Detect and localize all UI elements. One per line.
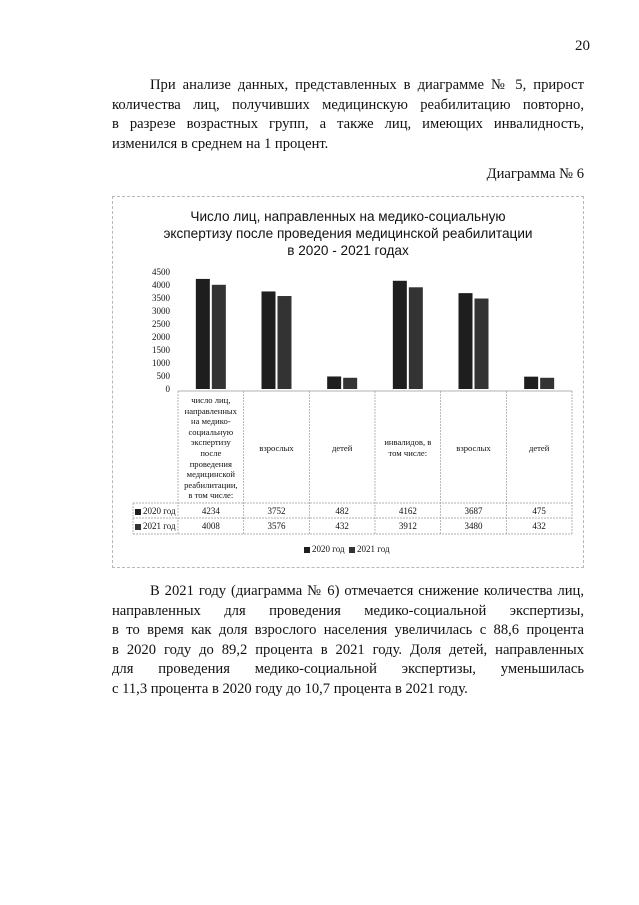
chart-title-line: Число лиц, направленных на медико-социальную — [190, 209, 506, 224]
bar-2020-год-5 — [524, 377, 538, 389]
legend-swatch-2020 — [304, 547, 310, 553]
table-cell-value: 475 — [532, 506, 546, 516]
legend-swatch-2021 — [349, 547, 355, 553]
category-label-line: число лиц, — [191, 395, 231, 405]
category-label — [442, 443, 506, 454]
paragraph-line: При анализе данных, представленных в диаграмме № 5, прирост — [150, 77, 584, 93]
bar-2020-год-2 — [327, 376, 341, 389]
bar-2021-год-3 — [409, 287, 423, 389]
y-tick-label: 2000 — [152, 332, 170, 342]
paragraph-line: с 11,3 процента в 2020 году до 10,7 процента в 2021 году. — [112, 680, 468, 697]
table-cell-value: 4234 — [201, 506, 220, 516]
category-label-line: проведения — [189, 458, 232, 469]
row-legend-swatch — [135, 524, 141, 530]
y-tick-label: 3500 — [152, 293, 170, 303]
category-label-line: после — [200, 447, 222, 458]
paragraph-line: в 2020 году до 89,2 процента в 2021 году. Доля детей, направленных — [112, 641, 584, 658]
category-label-line: социальную — [188, 426, 234, 437]
y-tick-label: 4000 — [152, 280, 170, 290]
row-series-label: 2021 год — [143, 521, 176, 531]
paragraph-line: для проведения медико-социальной экспертизы, уменьшилась — [112, 661, 584, 677]
category-label-line: на медико- — [191, 416, 231, 427]
y-tick-label: 2500 — [152, 319, 170, 329]
category-label-line: медицинской — [186, 469, 235, 480]
table-cell-value: 482 — [335, 506, 349, 516]
paragraph-line: В 2021 году (диаграмма № 6) отмечается снижение количества лиц, — [150, 583, 584, 599]
category-label — [310, 443, 374, 454]
bar-2021-год-2 — [343, 378, 357, 389]
table-row-header — [135, 521, 176, 531]
y-tick-label: 3000 — [152, 306, 170, 316]
bar-2021-год-0 — [212, 285, 226, 389]
bar-2021-год-4 — [475, 299, 489, 389]
y-tick-label: 1000 — [152, 358, 170, 368]
bar-2021-год-1 — [278, 296, 292, 389]
category-label — [179, 395, 243, 501]
paragraph-line: изменился в среднем на 1 процент. — [112, 135, 329, 152]
table-cell-value: 3687 — [464, 506, 483, 516]
row-series-label: 2020 год — [143, 506, 176, 516]
category-label-line: реабилитации, — [184, 479, 238, 490]
chart-legend — [304, 544, 390, 554]
table-cell-value: 432 — [335, 521, 349, 531]
category-label-line: в том числе: — [188, 490, 234, 501]
bar-2020-год-1 — [262, 291, 276, 389]
conclusion-paragraph — [112, 582, 584, 699]
category-label-line: взрослых — [259, 442, 294, 453]
y-tick-label: 4500 — [152, 267, 170, 277]
row-legend-swatch — [135, 509, 141, 515]
category-label — [376, 437, 440, 458]
category-label-line: том числе: — [388, 447, 428, 458]
category-label — [245, 443, 309, 454]
table-cell-value: 432 — [532, 521, 546, 531]
category-label — [507, 443, 571, 454]
category-label-line: детей — [528, 442, 550, 453]
y-tick-label: 500 — [156, 371, 170, 381]
paragraph-line: в разрезе возрастных групп, а также лиц, имеющих инвалидность, — [112, 116, 584, 132]
chart-title-line: экспертизу после проведения медицинской реабилитации — [163, 226, 533, 241]
legend-label-2021: 2021 год — [357, 544, 390, 554]
table-cell-value: 4162 — [398, 506, 417, 516]
bar-2020-год-0 — [196, 279, 210, 389]
bar-2020-год-3 — [393, 281, 407, 389]
table-cell-value: 3752 — [267, 506, 286, 516]
category-label-line: взрослых — [456, 442, 491, 453]
bar-2020-год-4 — [459, 293, 473, 389]
table-cell-value: 3480 — [464, 521, 483, 531]
paragraph-line: в то время как доля взрослого населения увеличилась с 88,6 процента — [112, 622, 584, 638]
category-label-line: детей — [331, 442, 353, 453]
paragraph-line: количества лиц, получивших медицинскую реабилитацию повторно, — [112, 96, 584, 113]
table-cell-value: 3576 — [267, 521, 286, 531]
table-cell-value: 4008 — [201, 521, 220, 531]
bar-2021-год-5 — [540, 378, 554, 389]
table-cell-value: 3912 — [398, 521, 417, 531]
table-row-header — [135, 506, 176, 516]
y-tick-label: 1500 — [152, 345, 170, 355]
y-tick-label: 0 — [165, 384, 170, 394]
category-label-line: экспертизу — [190, 437, 231, 448]
page-number: 20 — [575, 38, 590, 54]
category-label-line: инвалидов, в — [384, 437, 432, 448]
diagram-label: Диаграмма № 6 — [486, 166, 584, 182]
category-label-line: направленных — [184, 405, 237, 416]
paragraph-line: направленных для проведения медико-социальной экспертизы, — [112, 602, 584, 619]
chart-title-line: в 2020 - 2021 годах — [287, 243, 409, 258]
legend-label-2020: 2020 год — [312, 544, 345, 554]
